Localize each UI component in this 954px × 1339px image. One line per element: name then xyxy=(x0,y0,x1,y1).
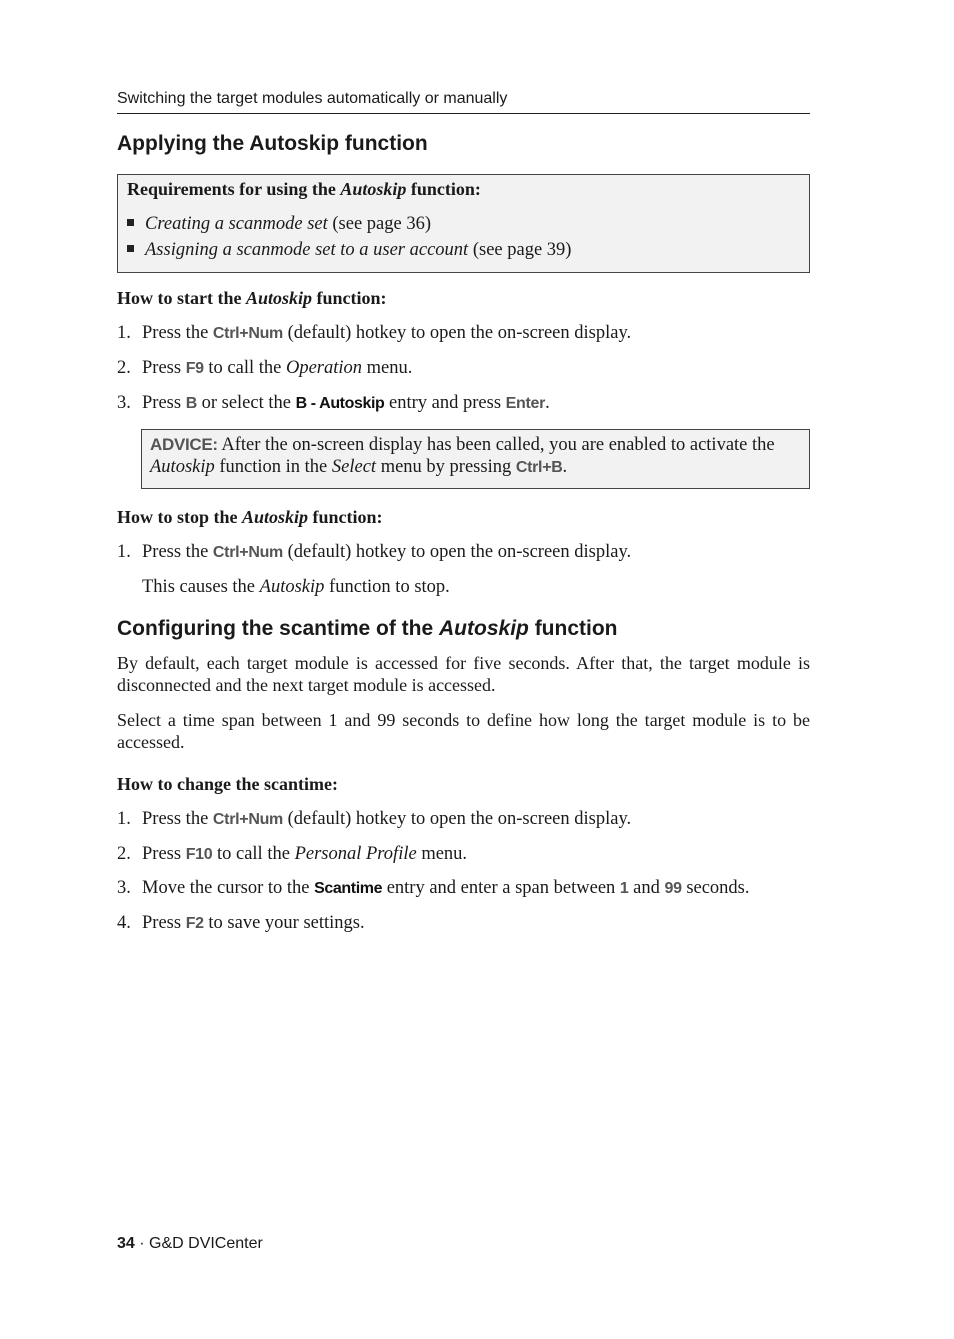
running-head: Switching the target modules automatically or manually xyxy=(117,90,508,107)
document-title: G&D DVICenter xyxy=(149,1235,263,1252)
body-paragraph: By default, each target module is accessed for five seconds. After that, the target module is disconnected and the next target module is accessed. xyxy=(117,653,810,695)
hotkey: Enter xyxy=(505,395,546,412)
value-max: 99 xyxy=(664,880,682,897)
procedure-title-stop: How to stop the Autoskip function: xyxy=(117,507,383,527)
list-item: 2. Press F10 to call the Personal Profile menu. xyxy=(117,844,468,864)
bullet-square-icon xyxy=(127,245,134,252)
hotkey: B xyxy=(185,395,197,412)
value-min: 1 xyxy=(619,880,629,897)
section-heading-autoskip: Applying the Autoskip function xyxy=(117,132,428,155)
list-item: 1. Press the Ctrl+Num (default) hotkey to open the on-screen display. xyxy=(117,323,632,343)
hotkey: F10 xyxy=(185,846,213,863)
list-item: 1. Press the Ctrl+Num (default) hotkey to open the on-screen display. xyxy=(117,542,632,562)
list-item: 4. Press F2 to save your settings. xyxy=(117,913,365,933)
body-paragraph: Select a time span between 1 and 99 seconds to define how long the target module is to be accessed. xyxy=(117,710,810,752)
requirements-title: Requirements for using the Autoskip function: xyxy=(127,179,481,199)
page-number: 34 xyxy=(117,1235,135,1252)
procedure-title-start: How to start the Autoskip function: xyxy=(117,288,387,308)
hotkey: Ctrl+B xyxy=(515,459,563,476)
hotkey: F9 xyxy=(185,360,204,377)
advice-label: ADVICE: xyxy=(150,435,218,454)
procedure-title-change: How to change the scantime: xyxy=(117,774,338,794)
requirement-item: Creating a scanmode set (see page 36) xyxy=(127,213,431,235)
advice-box xyxy=(141,429,810,489)
advice-text: ADVICE: After the on-screen display has been called, you are enabled to activate the Autoskip function in the Select menu by pressing Ctrl+B. xyxy=(150,435,775,477)
requirement-item: Assigning a scanmode set to a user account (see page 39) xyxy=(127,239,571,261)
page-footer: 34 · G&D DVICenter xyxy=(117,1235,263,1252)
step-note: This causes the Autoskip function to stop. xyxy=(142,577,450,597)
header-rule xyxy=(117,113,810,114)
requirements-box xyxy=(117,174,810,273)
list-item: 2. Press F9 to call the Operation menu. xyxy=(117,358,413,378)
hotkey: Ctrl+Num xyxy=(212,544,283,561)
hotkey: F2 xyxy=(185,915,204,932)
hotkey: Ctrl+Num xyxy=(212,325,283,342)
list-item: 3. Move the cursor to the Scantime entry and enter a span between 1 and 99 seconds. xyxy=(117,878,750,898)
section-heading-scantime: Configuring the scantime of the Autoskip function xyxy=(117,617,618,640)
list-item: 1. Press the Ctrl+Num (default) hotkey to open the on-screen display. xyxy=(117,809,632,829)
menu-entry: Scantime xyxy=(314,880,383,897)
menu-entry: B - Autoskip xyxy=(295,395,385,412)
list-item: 3. Press B or select the B - Autoskip entry and press Enter. xyxy=(117,393,550,413)
bullet-square-icon xyxy=(127,219,134,226)
hotkey: Ctrl+Num xyxy=(212,811,283,828)
